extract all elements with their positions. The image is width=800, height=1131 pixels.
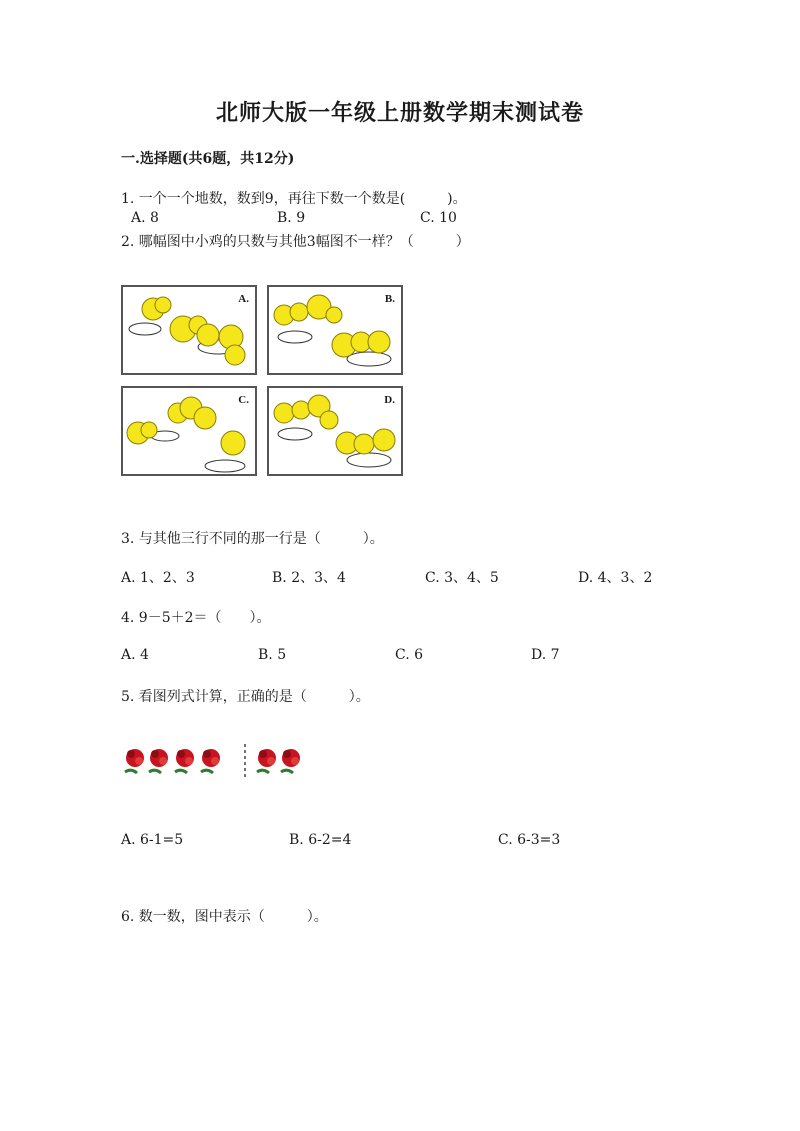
- question-5: 5. 看图列式计算，正确的是（ ）。: [121, 689, 370, 705]
- q4-option-c: C. 6: [395, 647, 424, 663]
- panel-label-a: A.: [238, 293, 249, 305]
- flower-picture: [121, 742, 331, 780]
- page-title: 北师大版一年级上册数学期末测试卷: [215, 100, 584, 126]
- chick-panel-c: [121, 386, 257, 476]
- q4-option-a: A. 4: [121, 647, 149, 663]
- panel-label-b: B.: [384, 293, 395, 305]
- q4-option-d: D. 7: [531, 647, 560, 663]
- q1-option-b: B. 9: [277, 210, 306, 226]
- q5-option-c: C. 6-3=3: [498, 832, 561, 848]
- chick-illustration-a: [123, 287, 255, 373]
- question-6: 6. 数一数，图中表示（ ）。: [121, 909, 328, 925]
- q1-option-a: A. 8: [131, 210, 159, 226]
- q5-option-a: A. 6-1=5: [121, 832, 184, 848]
- chick-panel-a: [121, 285, 257, 375]
- chick-illustration-b: [269, 287, 401, 373]
- question-2: 2. 哪幅图中小鸡的只数与其他3幅图不一样？（ ）: [121, 234, 470, 250]
- chick-panel-b: [267, 285, 403, 375]
- question-1: 1. 一个一个地数，数到9，再往下数一个数是( )。: [121, 191, 467, 207]
- chick-picture-grid: [121, 285, 407, 485]
- chick-illustration-c: [123, 388, 255, 474]
- q5-option-b: B. 6-2=4: [289, 832, 352, 848]
- q4-option-b: B. 5: [258, 647, 287, 663]
- section-heading: 一.选择题(共6题，共12分): [121, 151, 295, 167]
- q3-option-d: D. 4、3、2: [578, 570, 653, 586]
- question-4: 4. 9－5＋2＝（ ）。: [121, 610, 271, 626]
- chick-illustration-d: [269, 388, 401, 474]
- q1-option-c: C. 10: [420, 210, 457, 226]
- question-3: 3. 与其他三行不同的那一行是（ ）。: [121, 531, 384, 547]
- q3-option-a: A. 1、2、3: [121, 570, 195, 586]
- q3-option-b: B. 2、3、4: [272, 570, 346, 586]
- q3-option-c: C. 3、4、5: [425, 570, 499, 586]
- panel-label-c: C.: [238, 394, 249, 406]
- panel-label-d: D.: [384, 394, 395, 406]
- chick-panel-d: [267, 386, 403, 476]
